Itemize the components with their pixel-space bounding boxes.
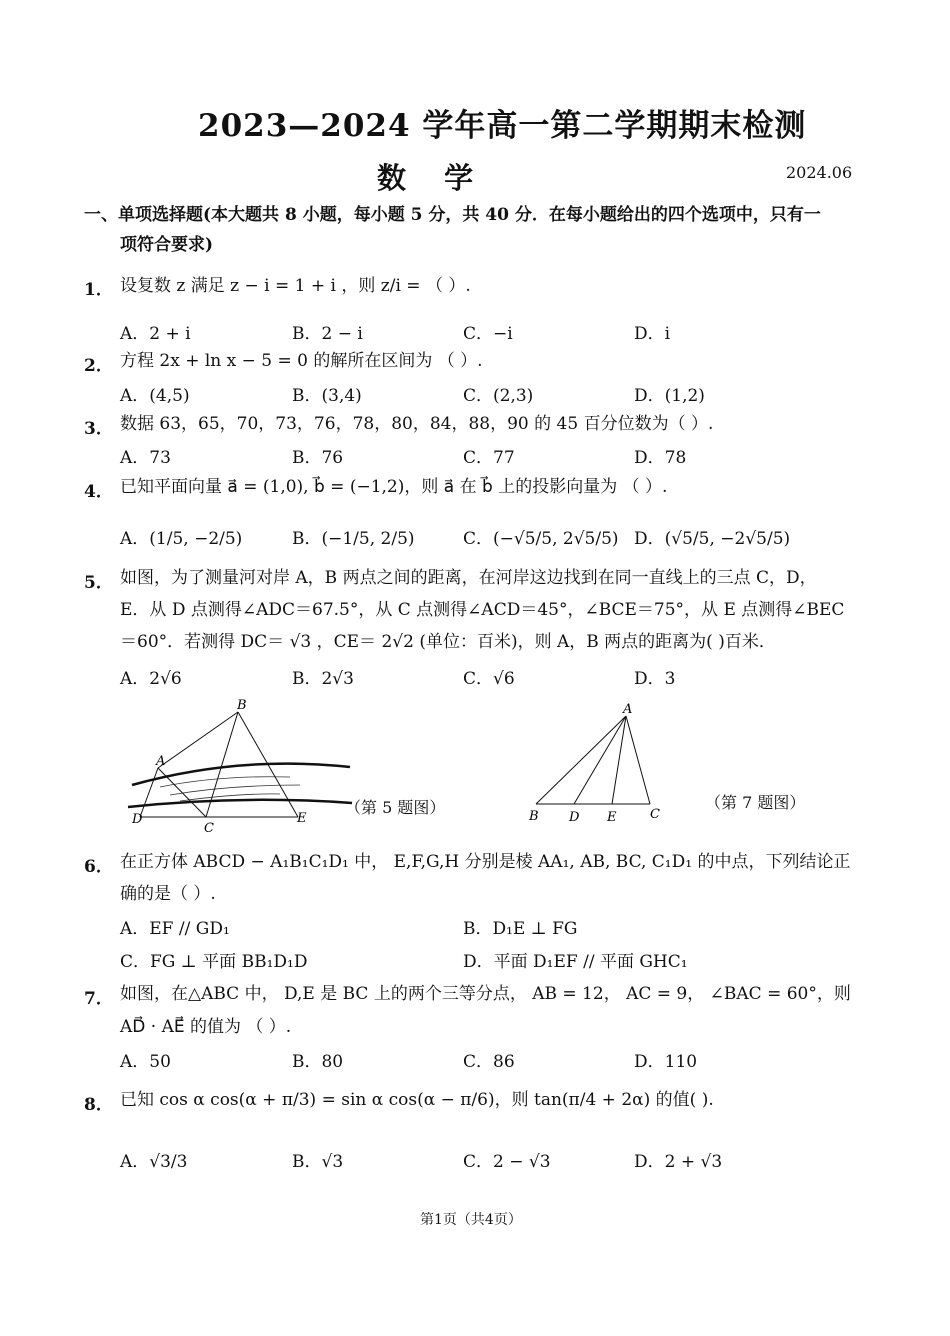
- option-a: A．EF // GD₁: [120, 919, 230, 939]
- option-a: A．√3/3: [120, 1152, 188, 1172]
- page-footer: 第1页（共4页）: [420, 1212, 522, 1228]
- option-a: A．50: [120, 1052, 171, 1072]
- question-text: 已知 cos α cos(α + π/3) = sin α cos(α − π/6)，则 tan(π/4 + 2α) 的值( ).: [120, 1090, 714, 1110]
- question-number: 7．: [84, 989, 113, 1009]
- line-AC: [626, 716, 650, 804]
- option-b: B．D₁E ⊥ FG: [463, 919, 578, 939]
- question-text: E．从 D 点测得∠ADC＝67.5°，从 C 点测得∠ACD＝45°，∠BCE＝75°，从 E 点测得∠BEC: [120, 600, 845, 620]
- question-text: 已知平面向量 a⃗ = (1,0), b⃗ = (−1,2)，则 a⃗ 在 b⃗ 上的投影向量为 （ ）.: [120, 477, 668, 497]
- question-number: 1．: [84, 280, 113, 300]
- exam-date: 2024.06: [786, 163, 853, 182]
- option-d: D．(1,2): [634, 386, 705, 406]
- exam-title: 2023—2024 学年高一第二学期期末检测: [198, 108, 807, 144]
- figure-5-diagram: [120, 695, 360, 840]
- question-text: 数据 63，65，70，73，76，78，80，84，88，90 的 45 百分位数为（ ）.: [120, 414, 714, 434]
- question-text: 确的是（ ）.: [120, 884, 216, 904]
- line-AB: [536, 716, 626, 804]
- option-c: C．(2,3): [463, 386, 534, 406]
- label-B: B: [529, 809, 539, 824]
- option-d: D．(√5/5, −2√5/5): [634, 529, 791, 549]
- label-E: E: [607, 810, 617, 825]
- question-number: 6．: [84, 857, 113, 877]
- label-A: A: [623, 702, 633, 717]
- option-a: A．2 + i: [120, 324, 191, 344]
- option-c: C．√6: [463, 669, 515, 689]
- question-text: 在正方体 ABCD − A₁B₁C₁D₁ 中， E,F,G,H 分别是棱 AA₁, AB, BC, C₁D₁ 的中点，下列结论正: [120, 852, 851, 872]
- line-BA: [158, 712, 238, 768]
- question-text: 如图，为了测量河对岸 A，B 两点之间的距离，在河岸这边找到在同一直线上的三点 C，D，: [120, 568, 817, 588]
- question-text: 设复数 z 满足 z − i = 1 + i ，则 z/i = （ ）.: [120, 276, 471, 296]
- river-bank-near: [128, 800, 352, 807]
- line-AD: [574, 716, 626, 804]
- option-d: D．78: [634, 448, 687, 468]
- option-c: C．(−√5/5, 2√5/5): [463, 529, 619, 549]
- option-d: D．2 + √3: [634, 1152, 723, 1172]
- question-text: 方程 2x + ln x − 5 = 0 的解所在区间为 （ ）.: [120, 351, 483, 371]
- question-number: 2．: [84, 356, 113, 376]
- question-number: 5．: [84, 573, 113, 593]
- option-c: C．FG ⊥ 平面 BB₁D₁D: [120, 952, 308, 972]
- option-a: A．2√6: [120, 669, 182, 689]
- option-b: B．√3: [292, 1152, 344, 1172]
- option-d: D．i: [634, 324, 671, 344]
- subject-title: 数 学: [377, 161, 488, 195]
- label-A: A: [156, 754, 166, 769]
- label-D: D: [132, 812, 143, 827]
- question-number: 4．: [84, 482, 113, 502]
- section-heading-line1: 一、单项选择题(本大题共 8 小题，每小题 5 分，共 40 分．在每小题给出的四个选项中，只有一: [84, 205, 821, 225]
- option-b: B．80: [292, 1052, 344, 1072]
- option-b: B．(−1/5, 2/5): [292, 529, 415, 549]
- option-a: A．73: [120, 448, 171, 468]
- section-heading-line2: 项符合要求): [120, 235, 214, 255]
- line-AD: [140, 768, 158, 817]
- question-number: 8．: [84, 1095, 113, 1115]
- option-b: B．(3,4): [292, 386, 362, 406]
- option-d: D．3: [634, 669, 676, 689]
- option-b: B．2 − i: [292, 324, 363, 344]
- label-E: E: [297, 811, 307, 826]
- figure-7-diagram: [520, 698, 680, 828]
- option-a: A．(4,5): [120, 386, 190, 406]
- option-b: B．2√3: [292, 669, 354, 689]
- label-C: C: [650, 807, 660, 822]
- question-text: AD⃗ · AE⃗ 的值为 （ ）.: [120, 1017, 292, 1037]
- option-c: C．86: [463, 1052, 515, 1072]
- option-a: A．(1/5, −2/5): [120, 529, 243, 549]
- question-text: 如图，在△ABC 中， D,E 是 BC 上的两个三等分点， AB = 12， AC = 9， ∠BAC = 60°，则: [120, 984, 851, 1004]
- figure-5-caption: （第 5 题图）: [345, 798, 446, 817]
- option-b: B．76: [292, 448, 344, 468]
- figure-7-caption: （第 7 题图）: [705, 793, 806, 812]
- option-c: C．2 − √3: [463, 1152, 551, 1172]
- option-c: C．−i: [463, 324, 513, 344]
- question-text: ＝60°．若测得 DC＝ √3 ，CE＝ 2√2 (单位：百米)，则 A，B 两点的距离为( )百米．: [120, 632, 776, 652]
- question-number: 3．: [84, 419, 113, 439]
- line-AE: [612, 716, 626, 804]
- option-c: C．77: [463, 448, 515, 468]
- label-D: D: [569, 810, 580, 825]
- line-AC: [158, 768, 206, 817]
- option-d: D．平面 D₁EF // 平面 GHC₁: [463, 952, 688, 972]
- label-B: B: [237, 698, 247, 713]
- label-C: C: [204, 821, 214, 836]
- option-d: D．110: [634, 1052, 698, 1072]
